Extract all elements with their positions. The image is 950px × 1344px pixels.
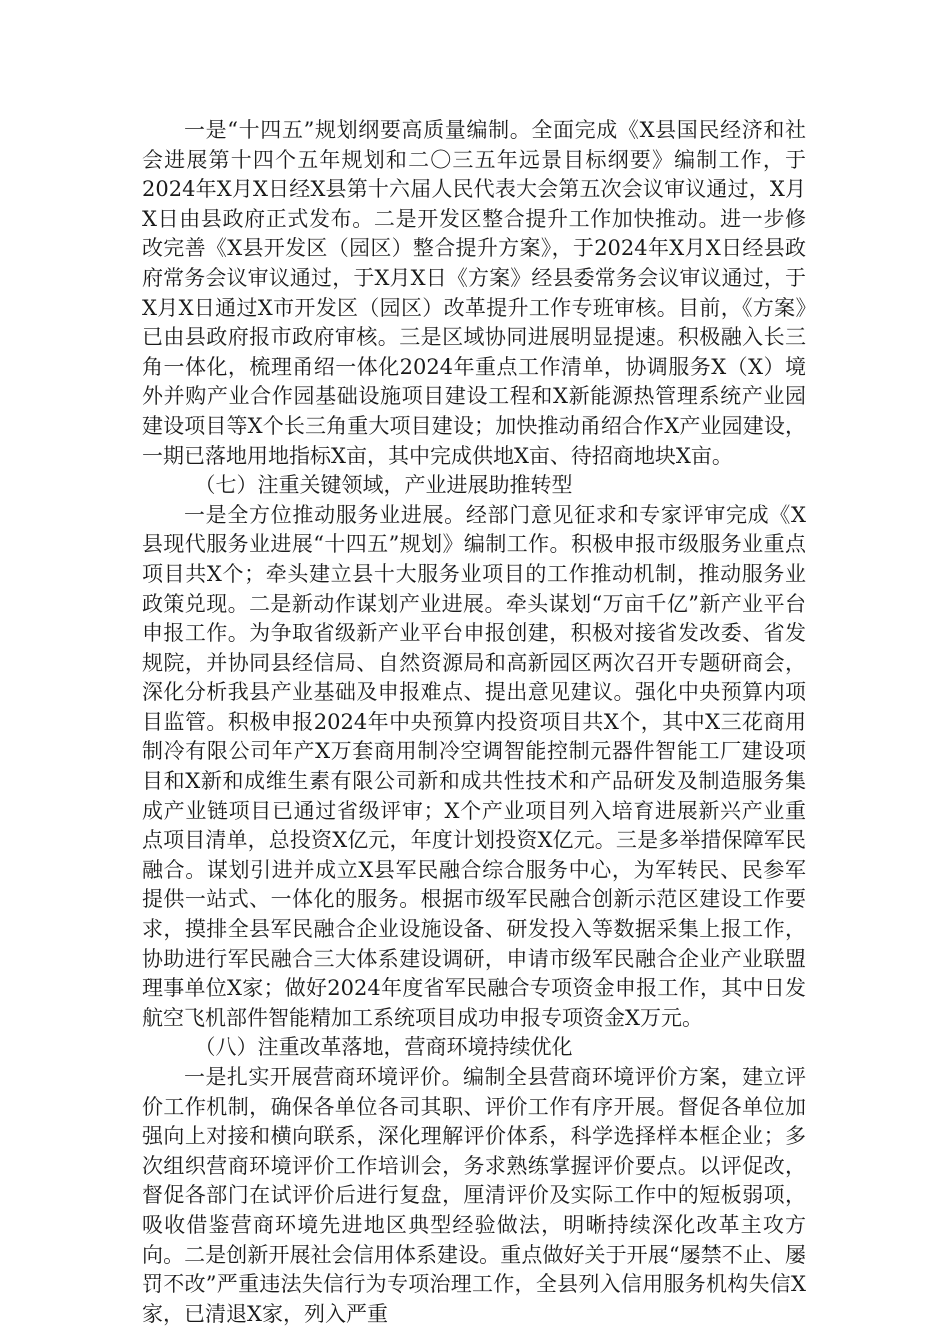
document-page — [142, 116, 806, 1329]
paragraph-business-environment: 一是扎实开展营商环境评价。编制全县营商环境评价方案，建立评价工作机制，确保各单位各司其职、评价工作有序开展。督促各单位加强向上对接和横向联系，深化理解评价体系，科学选择样本框企业；多次组织营商环境评价工作培训会，务求熟练掌握评价要点。以评促改，督促各部门在试评价后进行复盘，厘清评价及实际工作中的短板弱项，吸收借鉴营商环境先进地区典型经验做法，明晰持续深化改革主攻方向。二是创新开展社会信用体系建设。重点做好关于开展“屡禁不止、屡罚不改”严重违法失信行为专项治理工作，全县列入信用服务机构失信X家，已清退X家，列入严重 — [142, 1065, 806, 1326]
paragraph-industry: 一是全方位推动服务业进展。经部门意见征求和专家评审完成《X县现代服务业进展“十四五”规划》编制工作。积极申报市级服务业重点项目共X个；牵头建立县十大服务业项目的工作推动机制，推动服务业政策兑现。二是新动作谋划产业进展。牵头谋划“万亩千亿”新产业平台申报工作。为争取省级新产业平台申报创建，积极对接省发改委、省发规院，并协同县经信局、自然资源局和高新园区两次召开专题研商会，深化分析我县产业基础及申报难点、提出意见建议。强化中央预算内项目监管。积极申报2024年中央预算内投资项目共X个，其中X三花商用制冷有限公司年产X万套商用制冷空调智能控制元器件智能工厂建设项目和X新和成维生素有限公司新和成共性技术和产品研发及制造服务集成产业链项目已通过省级评审；X个产业项目列入培育进展新兴产业重点项目清单，总投资X亿元，年度计划投资X亿元。三是多举措保障军民融合。谋划引进并成立X县军民融合综合服务中心，为军转民、民参军提供一站式、一体化的服务。根据市级军民融合创新示范区建设工作要求，摸排全县军民融合企业设施设备、研发投入等数据采集上报工作，协助进行军民融合三大体系建设调研，申请市级军民融合企业产业联盟理事单位X家；做好2024年度省军民融合专项资金申报工作，其中日发航空飞机部件智能精加工系统项目成功申报专项资金X万元。 — [142, 502, 806, 1030]
paragraph-plan-outline: 一是“十四五”规划纲要高质量编制。全面完成《X县国民经济和社会进展第十四个五年规划和二〇三五年远景目标纲要》编制工作，于2024年X月X日经X县第十六届人民代表大会第五次会议审议通过，X月X日由县政府正式发布。二是开发区整合提升工作加快推动。进一步修改完善《X县开发区（园区）整合提升方案》，于2024年X月X日经县政府常务会议审议通过，于X月X日《方案》经县委常务会议审议通过，于X月X日通过X市开发区（园区）改革提升工作专班审核。目前，《方案》已由县政府报市政府审核。三是区域协同进展明显提速。积极融入长三角一体化，梳理甬绍一体化2024年重点工作清单，协调服务X（X）境外并购产业合作园基础设施项目建设工程和X新能源热管理系统产业园建设项目等X个长三角重大项目建设；加快推动甬绍合作X产业园建设，一期已落地用地指标X亩，其中完成供地X亩、待招商地块X亩。 — [142, 118, 806, 468]
section-heading-8: （八）注重改革落地，营商环境持续优化 — [194, 1035, 573, 1060]
section-heading-7: （七）注重关键领域，产业进展助推转型 — [194, 473, 573, 498]
